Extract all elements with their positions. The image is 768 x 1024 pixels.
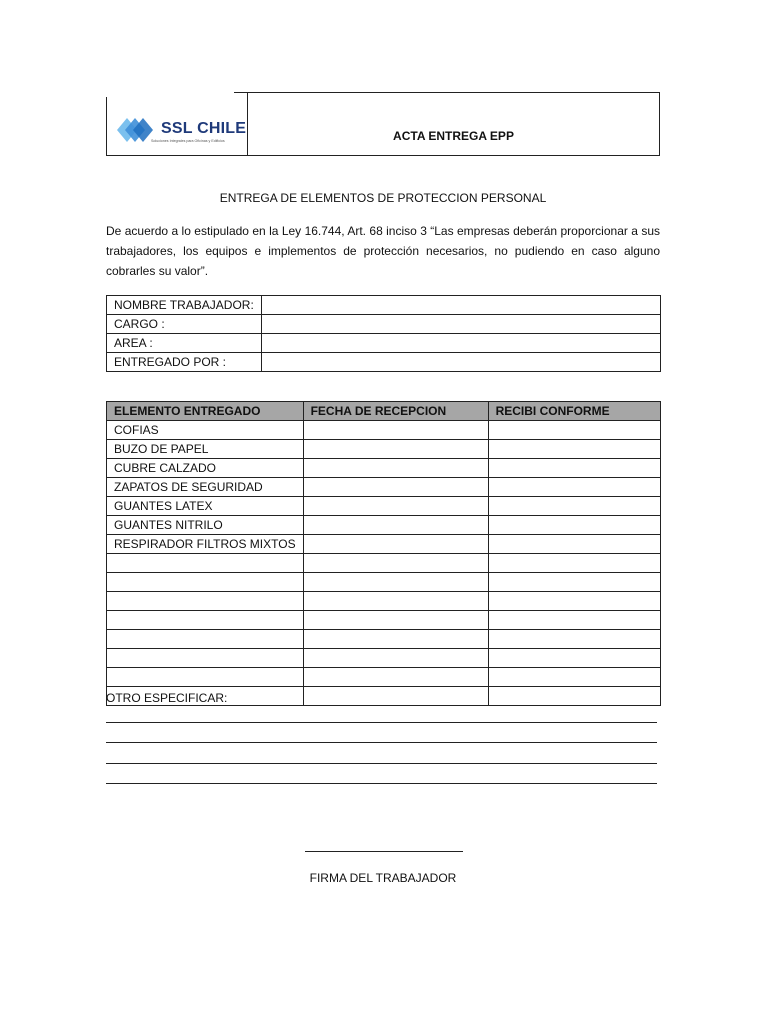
info-label: NOMBRE TRABAJADOR: bbox=[107, 296, 262, 315]
diamond-logo-icon bbox=[117, 117, 155, 143]
received-ok-cell[interactable] bbox=[488, 421, 660, 440]
item-name-cell bbox=[107, 611, 304, 630]
received-ok-cell[interactable] bbox=[488, 592, 660, 611]
item-name-cell: ZAPATOS DE SEGURIDAD bbox=[107, 478, 304, 497]
reception-date-cell[interactable] bbox=[303, 478, 488, 497]
info-label: CARGO : bbox=[107, 315, 262, 334]
received-ok-cell[interactable] bbox=[488, 687, 660, 706]
info-row bbox=[107, 353, 661, 372]
info-value-field[interactable] bbox=[261, 296, 660, 315]
other-specify-label: OTRO ESPECIFICAR: bbox=[106, 691, 228, 705]
reception-date-cell[interactable] bbox=[303, 554, 488, 573]
received-ok-cell[interactable] bbox=[488, 459, 660, 478]
column-header-date: FECHA DE RECEPCION bbox=[303, 402, 488, 421]
legal-paragraph: De acuerdo a lo estipulado en la Ley 16.744, Art. 68 inciso 3 “Las empresas deberán proporcionar a sus trabajadores, los equipos e implementos de protección necesarios, no pudiendo en caso alguno cobrarles su valor”. bbox=[106, 224, 660, 278]
reception-date-cell[interactable] bbox=[303, 573, 488, 592]
table-row bbox=[107, 497, 661, 516]
info-value-field[interactable] bbox=[261, 353, 660, 372]
received-ok-cell[interactable] bbox=[488, 497, 660, 516]
item-name-cell: BUZO DE PAPEL bbox=[107, 440, 304, 459]
column-header-received: RECIBI CONFORME bbox=[488, 402, 660, 421]
reception-date-cell[interactable] bbox=[303, 687, 488, 706]
section-subtitle: ENTREGA DE ELEMENTOS DE PROTECCION PERSONAL bbox=[219, 191, 547, 205]
item-name-cell bbox=[107, 573, 304, 592]
table-row bbox=[107, 592, 661, 611]
table-row bbox=[107, 516, 661, 535]
received-ok-cell[interactable] bbox=[488, 440, 660, 459]
table-row bbox=[107, 478, 661, 497]
logo-text: SSL CHILE bbox=[161, 120, 247, 137]
reception-date-cell[interactable] bbox=[303, 440, 488, 459]
received-ok-cell[interactable] bbox=[488, 649, 660, 668]
item-name-cell: CUBRE CALZADO bbox=[107, 459, 304, 478]
item-name-cell: GUANTES LATEX bbox=[107, 497, 304, 516]
table-row bbox=[107, 630, 661, 649]
reception-date-cell[interactable] bbox=[303, 668, 488, 687]
table-row bbox=[107, 459, 661, 478]
write-line[interactable] bbox=[106, 783, 657, 784]
reception-date-cell[interactable] bbox=[303, 630, 488, 649]
received-ok-cell[interactable] bbox=[488, 516, 660, 535]
items-table bbox=[106, 401, 661, 706]
item-name-cell: COFIAS bbox=[107, 421, 304, 440]
info-row bbox=[107, 334, 661, 353]
received-ok-cell[interactable] bbox=[488, 573, 660, 592]
reception-date-cell[interactable] bbox=[303, 592, 488, 611]
reception-date-cell[interactable] bbox=[303, 649, 488, 668]
item-name-cell: GUANTES NITRILO bbox=[107, 516, 304, 535]
document-title: ACTA ENTREGA EPP bbox=[393, 129, 514, 143]
table-row bbox=[107, 668, 661, 687]
received-ok-cell[interactable] bbox=[488, 478, 660, 497]
items-header-row bbox=[107, 402, 661, 421]
table-row bbox=[107, 535, 661, 554]
reception-date-cell[interactable] bbox=[303, 421, 488, 440]
table-row bbox=[107, 573, 661, 592]
reception-date-cell[interactable] bbox=[303, 516, 488, 535]
reception-date-cell[interactable] bbox=[303, 497, 488, 516]
logo-tagline: Soluciones Integrales para Oficinas y Edificios bbox=[151, 139, 225, 143]
logo-cell bbox=[107, 93, 248, 155]
item-name-cell: RESPIRADOR FILTROS MIXTOS bbox=[107, 535, 304, 554]
table-row bbox=[107, 649, 661, 668]
item-name-cell bbox=[107, 649, 304, 668]
table-row bbox=[107, 421, 661, 440]
reception-date-cell[interactable] bbox=[303, 611, 488, 630]
write-line[interactable] bbox=[106, 722, 657, 723]
received-ok-cell[interactable] bbox=[488, 611, 660, 630]
column-header-element: ELEMENTO ENTREGADO bbox=[107, 402, 304, 421]
reception-date-cell[interactable] bbox=[303, 535, 488, 554]
table-row bbox=[107, 611, 661, 630]
received-ok-cell[interactable] bbox=[488, 630, 660, 649]
worker-info-table bbox=[106, 295, 661, 372]
signature-line[interactable] bbox=[305, 851, 463, 852]
received-ok-cell[interactable] bbox=[488, 668, 660, 687]
item-name-cell bbox=[107, 668, 304, 687]
header-box bbox=[106, 92, 660, 156]
received-ok-cell[interactable] bbox=[488, 535, 660, 554]
item-name-cell bbox=[107, 592, 304, 611]
info-value-field[interactable] bbox=[261, 315, 660, 334]
info-row bbox=[107, 296, 661, 315]
item-name-cell bbox=[107, 630, 304, 649]
write-line[interactable] bbox=[106, 742, 657, 743]
item-name-cell bbox=[107, 554, 304, 573]
info-value-field[interactable] bbox=[261, 334, 660, 353]
received-ok-cell[interactable] bbox=[488, 554, 660, 573]
company-logo bbox=[117, 117, 247, 143]
table-row bbox=[107, 440, 661, 459]
write-line[interactable] bbox=[106, 763, 657, 764]
info-label: AREA : bbox=[107, 334, 262, 353]
reception-date-cell[interactable] bbox=[303, 459, 488, 478]
table-row bbox=[107, 554, 661, 573]
info-row bbox=[107, 315, 661, 334]
info-label: ENTREGADO POR : bbox=[107, 353, 262, 372]
signature-label: FIRMA DEL TRABAJADOR bbox=[309, 871, 457, 885]
